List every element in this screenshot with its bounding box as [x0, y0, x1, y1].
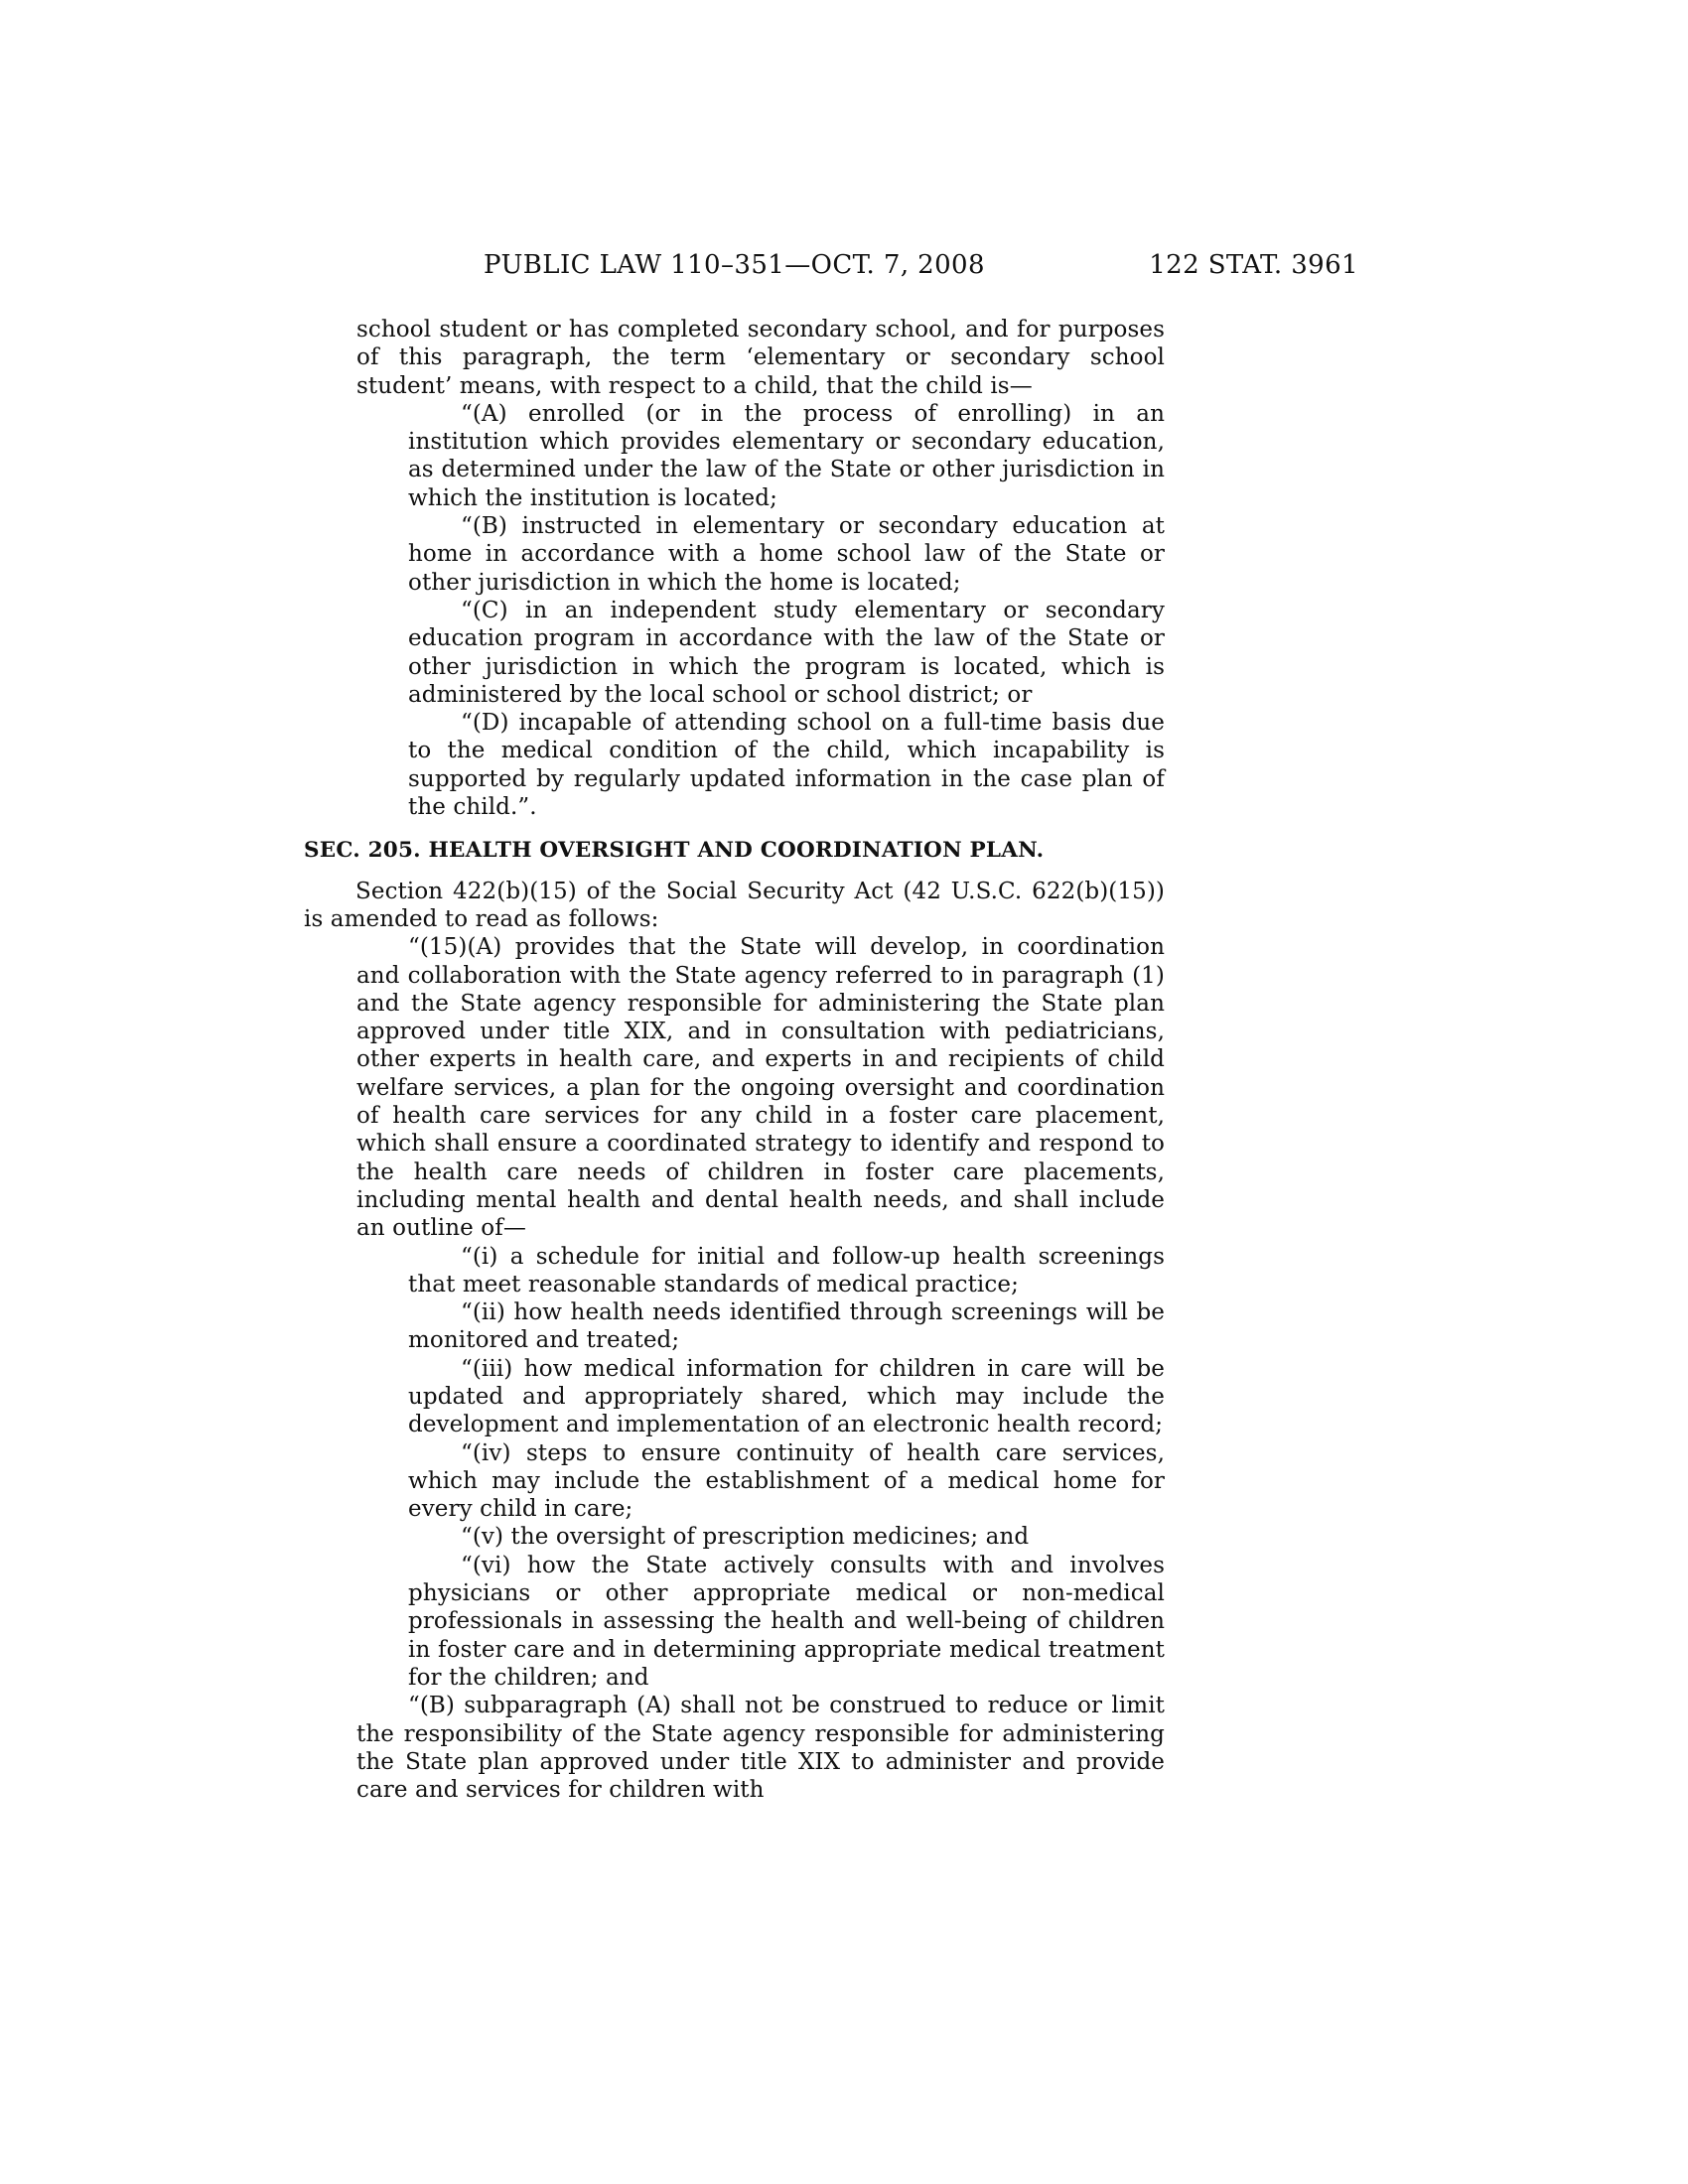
clause-v: “(v) the oversight of prescription medicines; and	[461, 1524, 1030, 1551]
clause-b: “(B) instructed in elementary or secondary education at home in accordance with a home school law of the State or other jurisdiction in which the home is located;	[408, 513, 1165, 596]
clause-iii: “(iii) how medical information for children in care will be updated and appropriately shared, which may include the development and implementation of an electronic health record;	[408, 1355, 1165, 1438]
clause-d: “(D) incapable of attending school on a full-time basis due to the medical condition of the child, which incapability is supported by regularly updated information in the case plan of the child.”.	[408, 710, 1165, 821]
clause-vi: “(vi) how the State actively consults with and involves physicians or other appropriate medical or non-medical professionals in assessing the health and well-being of children in foster care and in determining appropriate medical treatment for the children; and	[408, 1552, 1165, 1691]
clause-i: “(i) a schedule for initial and follow-up health screenings that meet reasonable standards of medical practice;	[408, 1243, 1165, 1297]
intro-continuation: school student or has completed secondary school, and for purposes of this paragraph, the term ‘elementary or secondary school student’ means, with respect to a child, that the child is—	[356, 317, 1165, 399]
stat-citation: 122 STAT. 3961	[1149, 250, 1358, 280]
para-15a: “(15)(A) provides that the State will develop, in coordination and collaboration with the State agency referred to in paragraph (1) and the State agency responsible for administering the State plan approved under title XIX, and in consultation with pediatricians, other experts in health care, and experts in and recipients of child welfare services, a plan for the ongoing oversight and coordination of health care services for any child in a foster care placement, which shall ensure a coordinated strategy to identify and respond to the health care needs of children in foster care placements, including mental health and dental health needs, and shall include an outline of—	[356, 934, 1165, 1242]
sec-205-heading: SEC. 205. HEALTH OVERSIGHT AND COORDINATION PLAN.	[304, 838, 1045, 864]
page-header	[304, 250, 1358, 284]
clause-iv: “(iv) steps to ensure continuity of health care services, which may include the establishment of a medical home for every child in care;	[408, 1439, 1165, 1523]
law-title: PUBLIC LAW 110–351—OCT. 7, 2008	[484, 250, 985, 280]
clause-c: “(C) in an independent study elementary or secondary education program in accordance with the law of the State or other jurisdiction in which the program is located, which is administered by the local school or school district; or	[408, 597, 1165, 708]
clause-a: “(A) enrolled (or in the process of enrolling) in an institution which provides elementary or secondary education, as determined under the law of the State or other jurisdiction in which the institution is located;	[408, 400, 1165, 511]
clause-ii: “(ii) how health needs identified through screenings will be monitored and treated;	[408, 1299, 1165, 1354]
document-body	[304, 316, 1165, 1804]
sec-205-intro: Section 422(b)(15) of the Social Security Act (42 U.S.C. 622(b)(15)) is amended to read as follows:	[304, 878, 1165, 932]
para-15b: “(B) subparagraph (A) shall not be construed to reduce or limit the responsibility of the State agency responsible for administering the State plan approved under title XIX to administer and provide care and services for children with	[356, 1693, 1165, 1804]
